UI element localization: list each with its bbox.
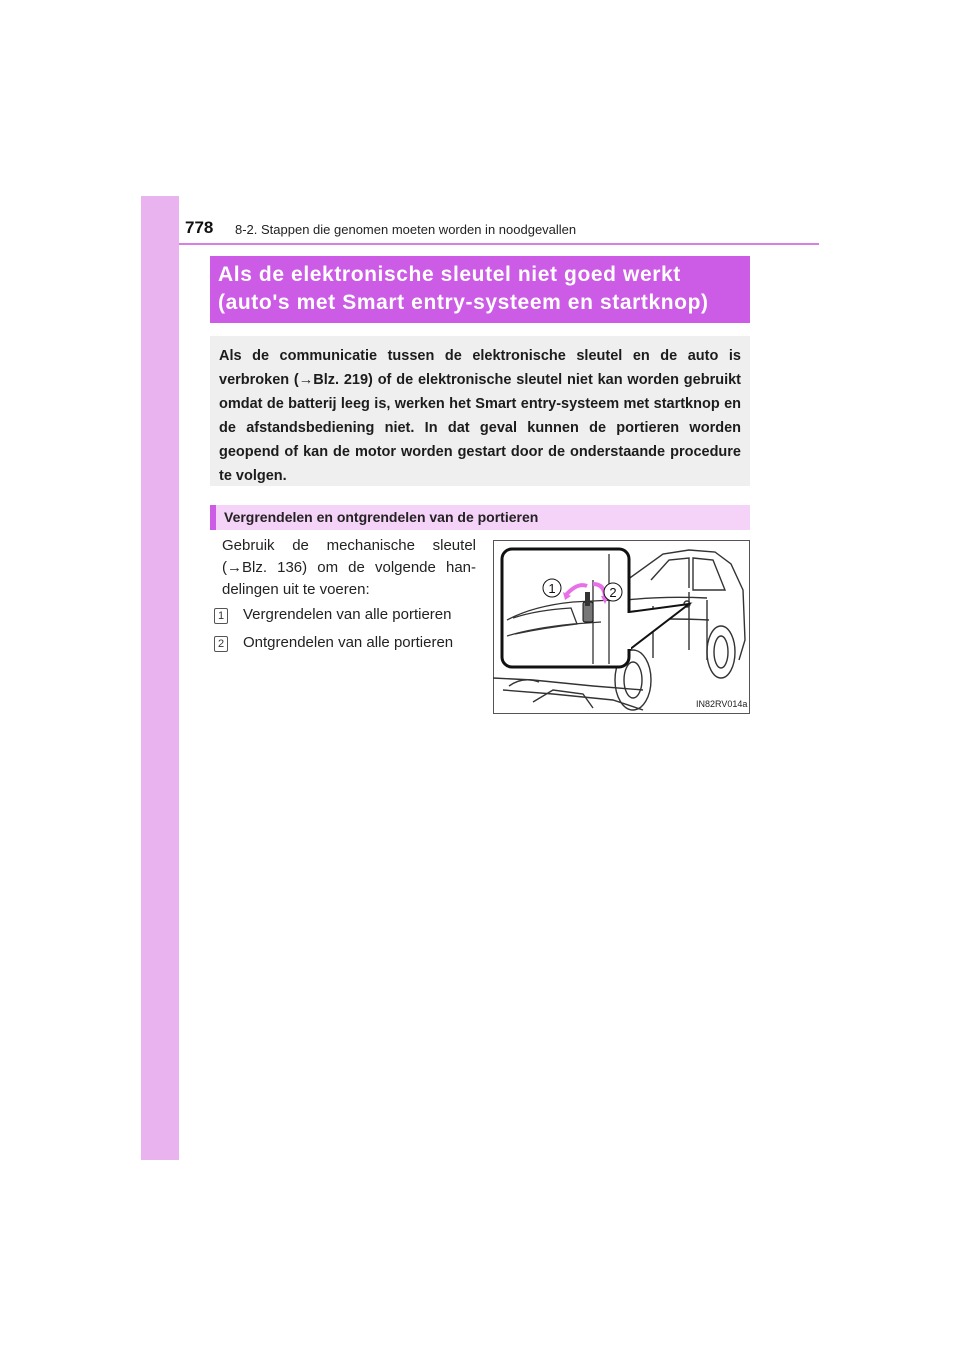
section-title-line-1: Als de elektronische sleutel niet goed werkt — [218, 263, 681, 286]
callout-2 — [604, 583, 622, 601]
door-lock-illustration — [493, 540, 750, 714]
intro-text: Als de communicatie tussen de elektronische sleutel en de auto is verbroken (→Blz. 219) of de elektronische sleutel niet kan worden gebruikt omdat de batterij leeg is, werken het Smart entry-systeem met startknop en de afstandsbediening niet. In dat geval kunnen de portieren worden geopend of kan de motor worden gestart door de onderstaande procedure te volgen. — [219, 348, 741, 484]
illustration-code: IN82RV014a — [696, 699, 748, 709]
step-number-badge: 1 — [214, 608, 228, 624]
callout-1 — [543, 579, 561, 597]
section-title — [210, 256, 750, 323]
section-path: 8-2. Stappen die genomen moeten worden in noodgevallen — [235, 222, 577, 237]
chapter-side-strip — [141, 196, 179, 1160]
svg-text:1: 1 — [548, 581, 556, 596]
subsection-body: Gebruik de mechanische sleutel (→Blz. 136) om de volgende han-delingen uit te voeren: — [222, 537, 476, 598]
step-item — [214, 604, 484, 626]
step-number-badge: 2 — [214, 636, 228, 652]
page-number: 778 — [185, 218, 214, 237]
step-label: Ontgrendelen van alle portieren — [243, 634, 454, 651]
subsection-heading: Vergrendelen en ontgrendelen van de portieren — [210, 505, 750, 530]
section-title-line-2: (auto's met Smart entry-systeem en startknop) — [218, 291, 709, 314]
intro-box — [210, 336, 750, 486]
header-rule — [179, 243, 819, 245]
svg-text:2: 2 — [609, 585, 617, 600]
step-label: Vergrendelen van alle portieren — [243, 606, 452, 623]
pointer-join — [625, 613, 631, 649]
step-item — [214, 632, 484, 654]
